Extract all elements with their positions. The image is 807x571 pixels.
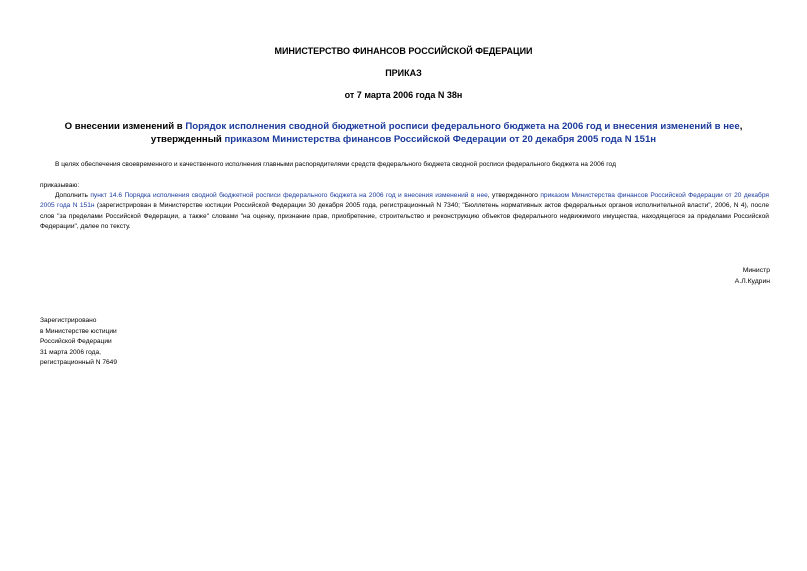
- ministry-heading: МИНИСТЕРСТВО ФИНАНСОВ РОССИЙСКОЙ ФЕДЕРАЦИИ: [274, 46, 533, 56]
- registration-block: [40, 316, 117, 369]
- document-type-heading: ПРИКАЗ: [385, 68, 422, 78]
- registration-line: регистрационный N 7649: [40, 359, 118, 366]
- title-link-order[interactable]: приказом Министерства финансов Российской Федерации от 20 декабря 2005 года N 151н: [224, 133, 657, 145]
- preamble-text: В целях обеспечения своевременного и качественного исполнения главными распорядителями средств федерального бюджета сводной росписи федерального бюджета на 2006 год: [55, 161, 616, 168]
- order-word: приказываю:: [40, 182, 80, 189]
- order-paragraph: [40, 191, 769, 233]
- order-link-clause[interactable]: пункт 14.6 Порядка исполнения сводной бюджетной росписи федерального бюджета на 2006 год и внесения изменений в нее: [90, 192, 488, 199]
- registration-line: 31 марта 2006 года,: [40, 348, 101, 356]
- registration-line: в Министерстве юстиции: [40, 327, 117, 335]
- registration-line: Зарегистрировано: [40, 317, 97, 324]
- document-title: [40, 121, 767, 146]
- document-date-number: от 7 марта 2006 года N 38н: [344, 90, 463, 100]
- title-text-part1: О внесении изменений в: [64, 121, 186, 132]
- registration-line: Российской Федерации: [40, 338, 112, 345]
- signature-name: А.Л.Кудрин: [734, 278, 770, 285]
- order-link-order[interactable]: приказом Министерства финансов Российской Федерации от 20 декабря 2005 года N 151н: [40, 192, 769, 210]
- order-text-part2: , утвержденного: [487, 192, 541, 199]
- title-text-part2: , утвержденный: [150, 121, 743, 145]
- order-text-part1: Дополнить: [55, 192, 91, 199]
- signature-position: Министр: [742, 267, 770, 274]
- title-link-procedure[interactable]: Порядок исполнения сводной бюджетной росписи федерального бюджета на 2006 год и внесения изменений в нее: [185, 121, 740, 132]
- order-text-part3: (зарегистрирован в Министерстве юстиции Российской Федерации 30 декабря 2005 года, регистрационный N 7340; "Бюллетень нормативных актов федеральных органов исполнительной власти", 2006, N 4), после слов "за пределами Российской Федерации, а также" словами "на оценку, признание прав, приобретение, строительство и реконструкцию объектов федерального недвижимого имущества, находящегося за пределами Российской Федерации", далее по тексту.: [40, 202, 769, 231]
